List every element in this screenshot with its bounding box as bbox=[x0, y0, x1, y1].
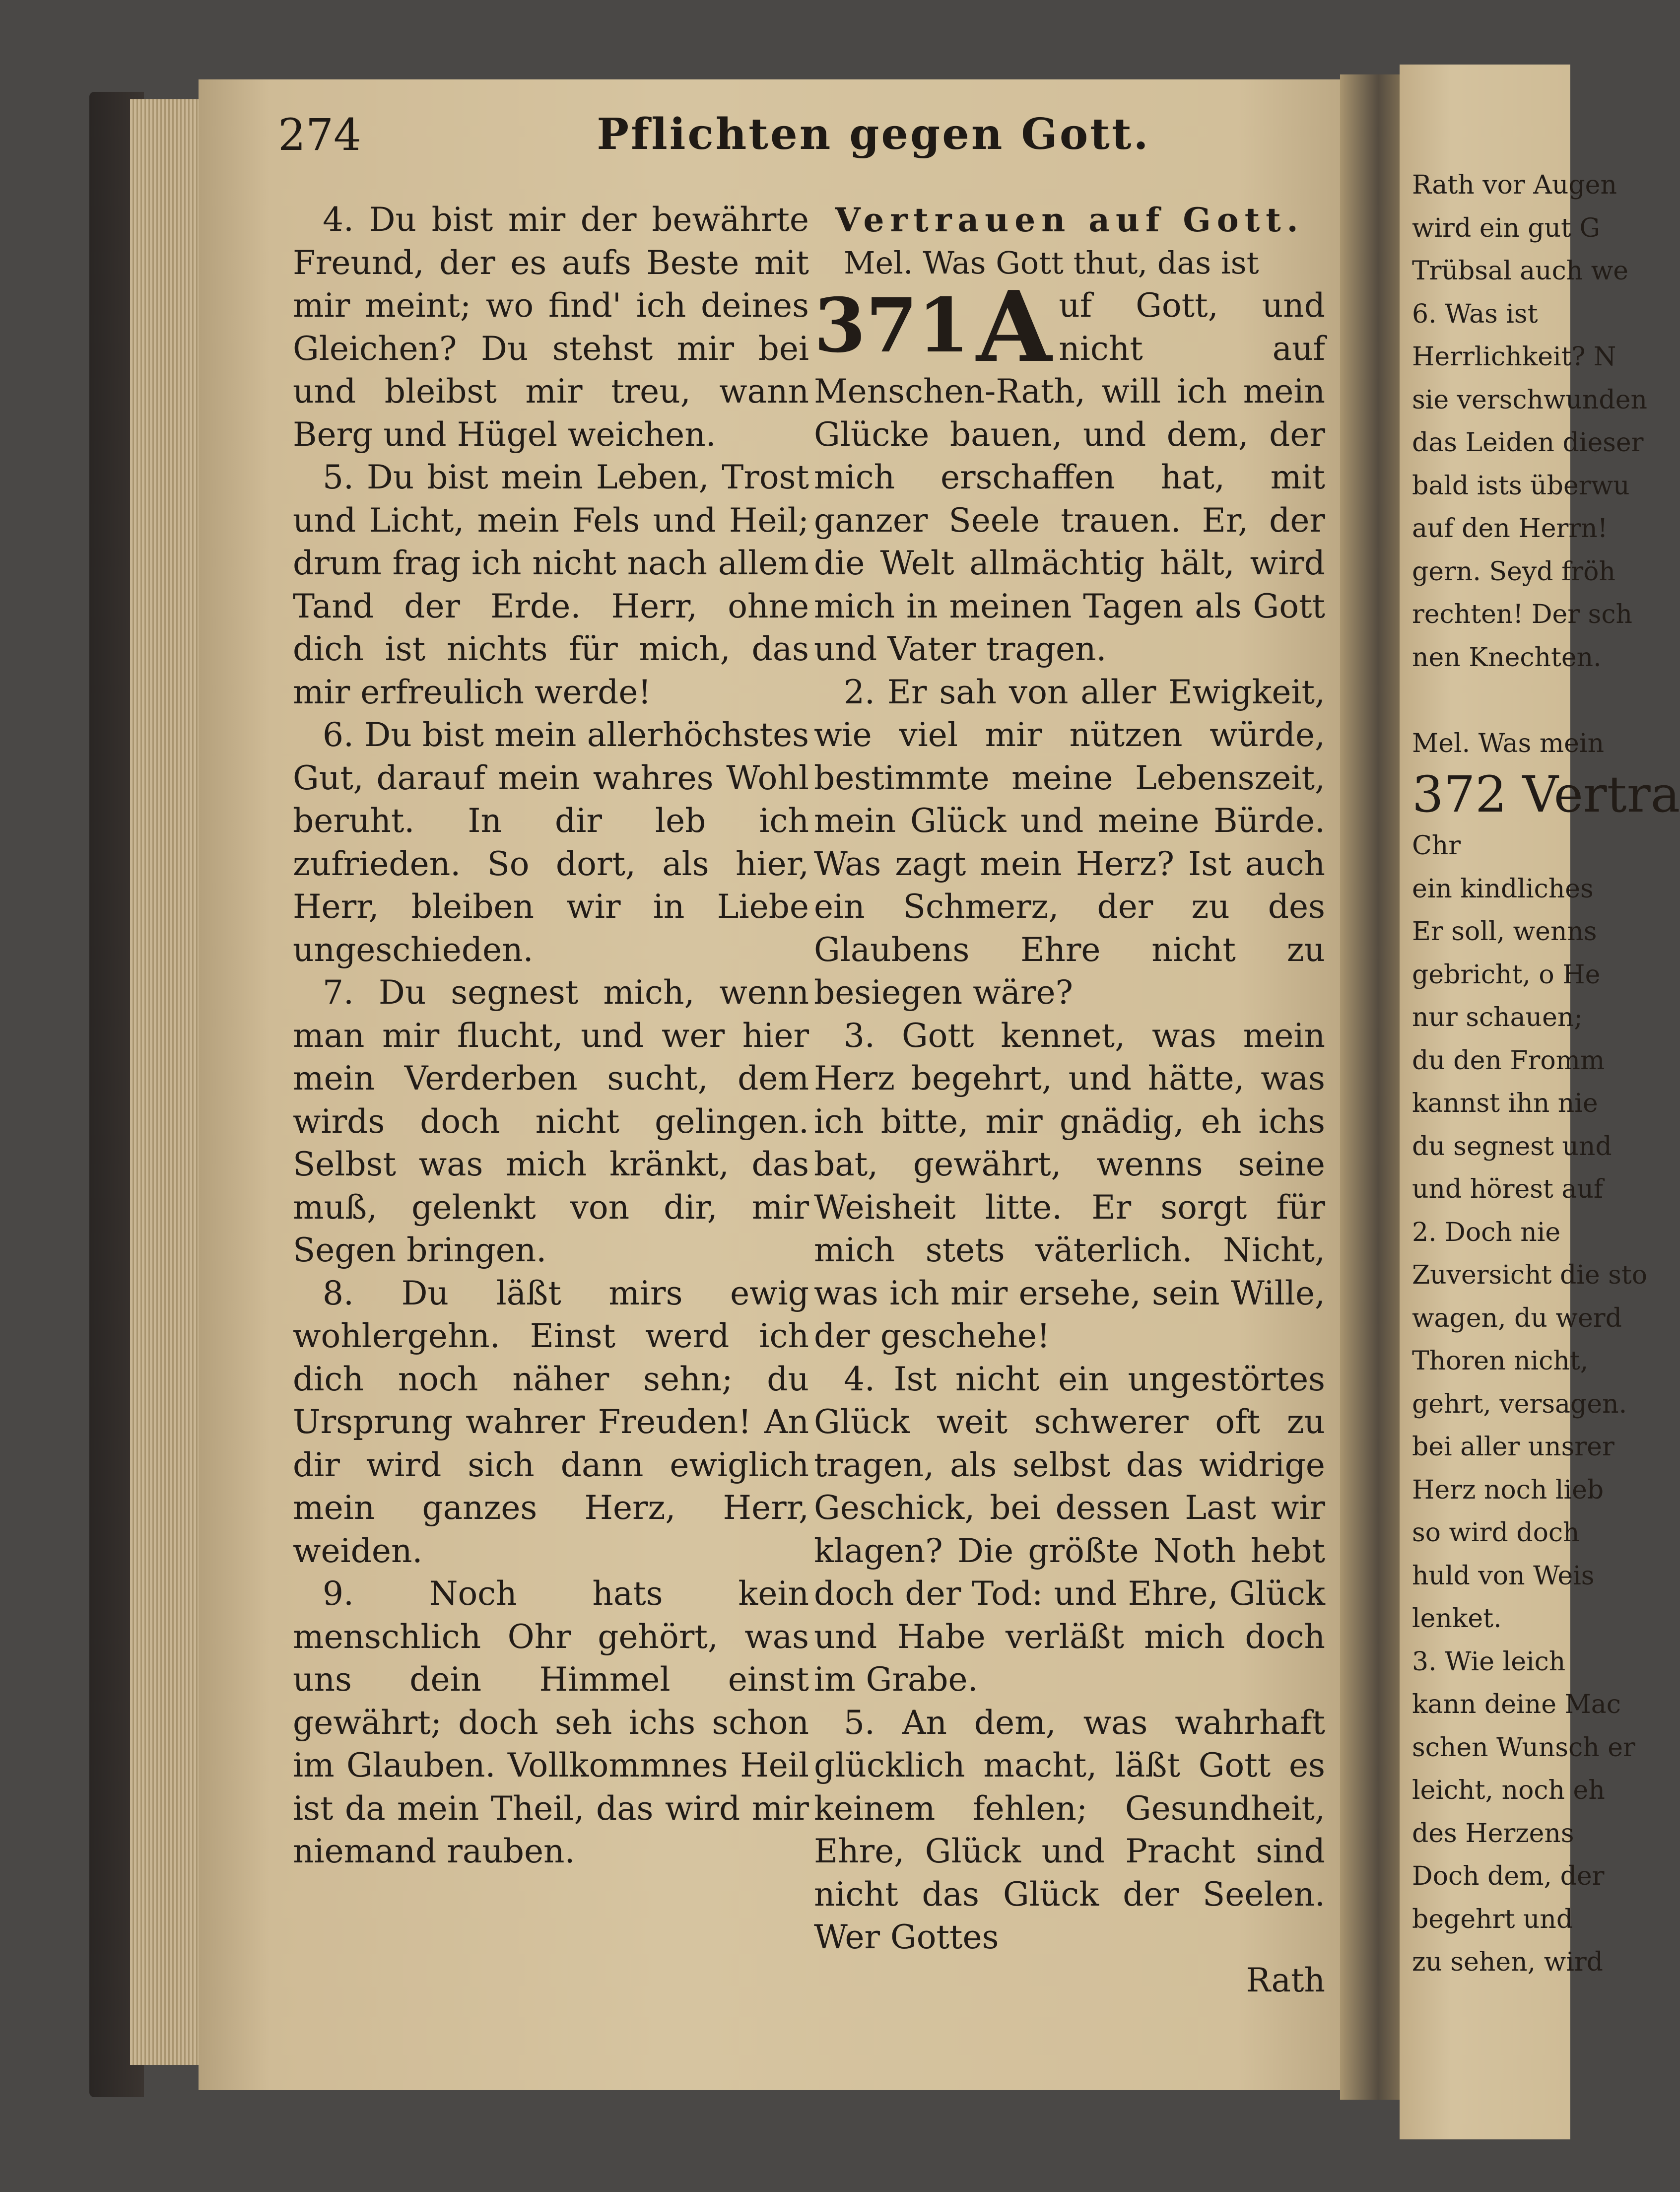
facing-page-line: Herz noch lieb bbox=[1412, 1475, 1604, 1505]
facing-page-line: nur schauen; bbox=[1412, 1003, 1583, 1032]
facing-page-line: huld von Weis bbox=[1412, 1561, 1595, 1591]
running-title: Pflichten gegen Gott. bbox=[597, 109, 1150, 159]
dropcap-letter: A bbox=[976, 270, 1052, 384]
facing-page-text bbox=[1412, 164, 1680, 1984]
facing-page-line: wagen, du werd bbox=[1412, 1303, 1622, 1333]
facing-page-line: Herrlichkeit? N bbox=[1412, 342, 1616, 372]
facing-page-line: zu sehen, wird bbox=[1412, 1947, 1603, 1977]
facing-page-line: Zuversicht die sto bbox=[1412, 1260, 1648, 1290]
melody-line: Mel. Was Gott thut, das ist bbox=[844, 244, 1259, 281]
verse: 4. Ist nicht ein ungestörtes Glück weit schwerer oft zu tragen, als selbst das widrige Geschick, bei dessen Last wir klagen? Die größte Noth hebt doch der Tod: und Ehre, Glück und Habe verläßt mich doch im Grabe. bbox=[814, 1360, 1325, 1699]
facing-page-line bbox=[1412, 679, 1571, 722]
facing-page-line: schen Wunsch er bbox=[1412, 1732, 1635, 1763]
facing-page-line: kannst ihn nie bbox=[1412, 1089, 1598, 1118]
hymn-first-verse bbox=[814, 270, 1325, 671]
facing-page-line: wird ein gut G bbox=[1412, 213, 1600, 243]
facing-page-line: leicht, noch eh bbox=[1412, 1776, 1605, 1805]
facing-page-line: nen Knechten. bbox=[1412, 642, 1602, 673]
facing-page-line: gern. Seyd fröh bbox=[1412, 556, 1615, 587]
facing-page-line: Mel. Was mein bbox=[1412, 728, 1605, 758]
hymn-number: 371 bbox=[814, 282, 970, 369]
facing-page-line: 3. Wie leich bbox=[1412, 1646, 1566, 1677]
facing-page-line: das Leiden dieser bbox=[1412, 428, 1644, 458]
facing-page-line: auf den Herrn! bbox=[1412, 514, 1608, 544]
facing-page-line: lenket. bbox=[1412, 1604, 1502, 1634]
facing-page-line: gehrt, versagen. bbox=[1412, 1389, 1627, 1419]
facing-page-line: Thoren nicht, bbox=[1412, 1346, 1589, 1376]
verse: 2. Er sah von aller Ewigkeit, wie viel mir nützen würde, bestimmte meine Lebenszeit, mein Glück und meine Bürde. Was zagt mein Herz? Ist auch ein Schmerz, der zu des Glaubens Ehre nicht zu besiegen wäre? bbox=[814, 673, 1325, 1012]
facing-page-line: 372 Vertra bbox=[1412, 765, 1680, 823]
facing-page-line: du den Fromm bbox=[1412, 1045, 1605, 1076]
facing-page-line: und hörest auf bbox=[1412, 1174, 1604, 1204]
verse: 5. An dem, was wahrhaft glücklich macht, läßt Gott es keinem fehlen; Gesundheit, Ehre, Glück und Pracht sind nicht das Glück der Seelen. Wer Gottes bbox=[814, 1703, 1325, 1956]
verse: 8. Du läßt mirs ewig wohlergehn. Einst werd ich dich noch näher sehn; du Ursprung wahrer Freuden! An dir wird sich dann ewiglich mein ganzes Herz, Herr, weiden. bbox=[293, 1274, 809, 1570]
facing-page-line: 2. Doch nie bbox=[1412, 1217, 1561, 1247]
verse: 5. Du bist mein Leben, Trost und Licht, mein Fels und Heil; drum frag ich nicht nach allem Tand der Erde. Herr, ohne dich ist nichts für mich, das mir erfreulich werde! bbox=[293, 458, 809, 711]
hymn-title: Vertrauen auf Gott. bbox=[835, 201, 1304, 239]
facing-page-line: Doch dem, der bbox=[1412, 1861, 1605, 1891]
verse: 7. Du segnest mich, wenn man mir flucht, und wer hier mein Verderben sucht, dem wirds doch nicht gelingen. Selbst was mich kränkt, das muß, gelenkt von dir, mir Segen bringen. bbox=[293, 973, 809, 1269]
verse: 6. Du bist mein allerhöchstes Gut, darauf mein wahres Wohl beruht. In dir leb ich zufrieden. So dort, als hier, Herr, bleiben wir in Liebe ungeschieden. bbox=[293, 716, 809, 969]
facing-page-line: Chr bbox=[1412, 831, 1461, 861]
facing-page-line: 6. Was ist bbox=[1412, 299, 1538, 329]
facing-page-line: kann deine Mac bbox=[1412, 1690, 1621, 1719]
catchword: Rath bbox=[1246, 1961, 1325, 1999]
facing-page-line: sie verschwunden bbox=[1412, 385, 1647, 415]
verse-text: uf Gott, und nicht auf Menschen-Rath, will ich mein Glücke bauen, und dem, der mich erschaffen hat, mit ganzer Seele trauen. Er, der die Welt allmächtig hält, wird mich in meinen Tagen als Gott und Vater tragen. bbox=[814, 286, 1325, 668]
facing-page-line: du segnest und bbox=[1412, 1131, 1612, 1162]
facing-page-line: Trübsal auch we bbox=[1412, 256, 1629, 286]
facing-page-line: ein kindliches bbox=[1412, 874, 1594, 904]
verse: 3. Gott kennet, was mein Herz begehrt, und hätte, was ich bitte, mir gnädig, eh ichs bat, gewährt, wenns seine Weisheit litte. Er sorgt für mich stets väterlich. Nicht, was ich mir ersehe, sein Wille, der geschehe! bbox=[814, 1016, 1325, 1355]
facing-page-line: rechten! Der sch bbox=[1412, 600, 1632, 629]
verse: 4. Du bist mir der bewährte Freund, der es aufs Beste mit mir meint; wo find' ich deines Gleichen? Du stehst mir bei und bleibst mir treu, wann Berg und Hügel weichen. bbox=[293, 201, 809, 454]
facing-page-line: gebricht, o He bbox=[1412, 959, 1601, 990]
right-column bbox=[814, 199, 1325, 2002]
page-number: 274 bbox=[278, 109, 361, 160]
facing-page-line: Rath vor Augen bbox=[1412, 170, 1617, 200]
left-column bbox=[293, 199, 809, 1873]
facing-page-line: des Herzens bbox=[1412, 1818, 1574, 1849]
facing-page-line: bald ists überwu bbox=[1412, 471, 1630, 501]
facing-page-line: begehrt und bbox=[1412, 1904, 1573, 1934]
facing-page-line: Er soll, wenns bbox=[1412, 917, 1597, 947]
book-gutter bbox=[1340, 74, 1410, 2100]
facing-page-line: bei aller unsrer bbox=[1412, 1432, 1614, 1462]
verse: 9. Noch hats kein menschlich Ohr gehört, was uns dein Himmel einst gewährt; doch seh ichs schon im Glauben. Vollkommnes Heil ist da mein Theil, das wird mir niemand rauben. bbox=[293, 1575, 809, 1870]
page-header bbox=[278, 109, 1330, 164]
facing-page-line: so wird doch bbox=[1412, 1518, 1580, 1548]
